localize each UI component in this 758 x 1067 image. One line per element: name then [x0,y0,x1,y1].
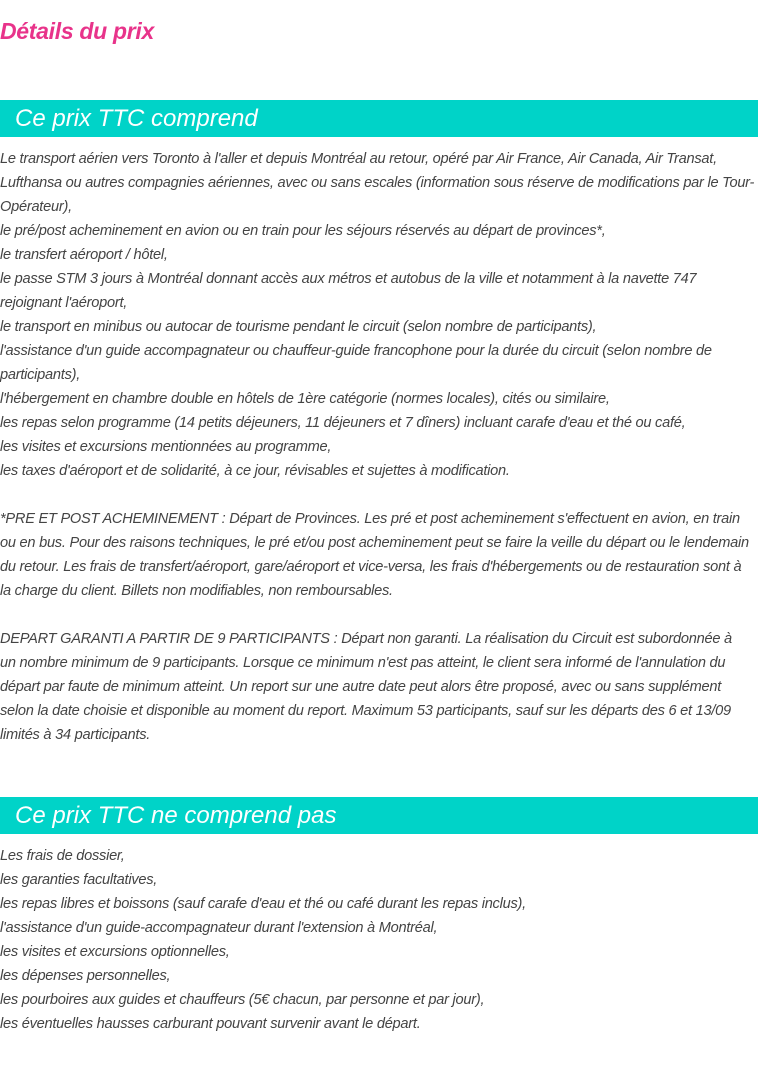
list-item: le transfert aéroport / hôtel, [0,247,168,263]
list-item: les éventuelles hausses carburant pouvant survenir avant le départ. [0,1016,421,1032]
list-item: Opérateur), [0,199,72,215]
page-title: Détails du prix [0,18,154,44]
list-item: l'hébergement en chambre double en hôtels de 1ère catégorie (normes locales), cités ou similaire, [0,391,610,407]
note-line: départ par faute de minimum atteint. Un report sur une autre date peut alors être proposé, avec ou sans supplément [0,679,722,695]
note-line: du retour. Les frais de transfert/aéroport, gare/aéroport et vice-versa, les frais d'hébergements ou de restauration sont à [0,559,742,575]
list-item: les taxes d'aéroport et de solidarité, à ce jour, révisables et sujettes à modification. [0,463,510,479]
list-item: les repas libres et boissons (sauf carafe d'eau et thé ou café durant les repas inclus), [0,896,526,912]
list-item: les repas selon programme (14 petits déjeuners, 11 déjeuners et 7 dîners) incluant carafe d'eau et thé ou café, [0,415,686,431]
excludes-list [0,844,758,1036]
note-line: selon la date choisie et disponible au moment du report. Maximum 53 participants, sauf sur les départs des 6 et 13/09 [0,703,731,719]
list-item: l'assistance d'un guide-accompagnateur durant l'extension à Montréal, [0,920,438,936]
includes-section-header: Ce prix TTC comprend [0,100,758,137]
list-item: Les frais de dossier, [0,848,125,864]
note-line: un nombre minimum de 9 participants. Lorsque ce minimum n'est pas atteint, le client sera informé de l'annulation du [0,655,726,671]
list-item: les pourboires aux guides et chauffeurs (5€ chacun, par personne et par jour), [0,992,485,1008]
list-item: l'assistance d'un guide accompagnateur ou chauffeur-guide francophone pour la durée du circuit (selon nombre de [0,343,712,359]
list-item: Le transport aérien vers Toronto à l'aller et depuis Montréal au retour, opéré par Air France, Air Canada, Air Transat, [0,151,717,167]
includes-list [0,147,758,483]
list-item: le transport en minibus ou autocar de tourisme pendant le circuit (selon nombre de participants), [0,319,597,335]
list-item: participants), [0,367,81,383]
note-line: ou en bus. Pour des raisons techniques, le pré et/ou post acheminement peut se faire la veille du départ ou le lendemain [0,535,749,551]
list-item: les visites et excursions optionnelles, [0,944,230,960]
note-line: *PRE ET POST ACHEMINEMENT : Départ de Provinces. Les pré et post acheminement s'effectuent en avion, en train [0,511,740,527]
excludes-section-header: Ce prix TTC ne comprend pas [0,797,758,834]
depart-garanti-note [0,627,758,747]
note-line: la charge du client. Billets non modifiables, non remboursables. [0,583,393,599]
list-item: le pré/post acheminement en avion ou en train pour les séjours réservés au départ de provinces*, [0,223,606,239]
list-item: le passe STM 3 jours à Montréal donnant accès aux métros et autobus de la ville et notamment à la navette 747 [0,271,697,287]
preacheminement-note [0,507,758,603]
note-line: DEPART GARANTI A PARTIR DE 9 PARTICIPANTS : Départ non garanti. La réalisation du Circuit est subordonnée à [0,631,732,647]
list-item: rejoignant l'aéroport, [0,295,128,311]
list-item: les dépenses personnelles, [0,968,171,984]
note-line: limités à 34 participants. [0,727,151,743]
list-item: les garanties facultatives, [0,872,158,888]
list-item: les visites et excursions mentionnées au programme, [0,439,332,455]
list-item: Lufthansa ou autres compagnies aériennes, avec ou sans escales (information sous réserve de modifications par le Tour- [0,175,755,191]
